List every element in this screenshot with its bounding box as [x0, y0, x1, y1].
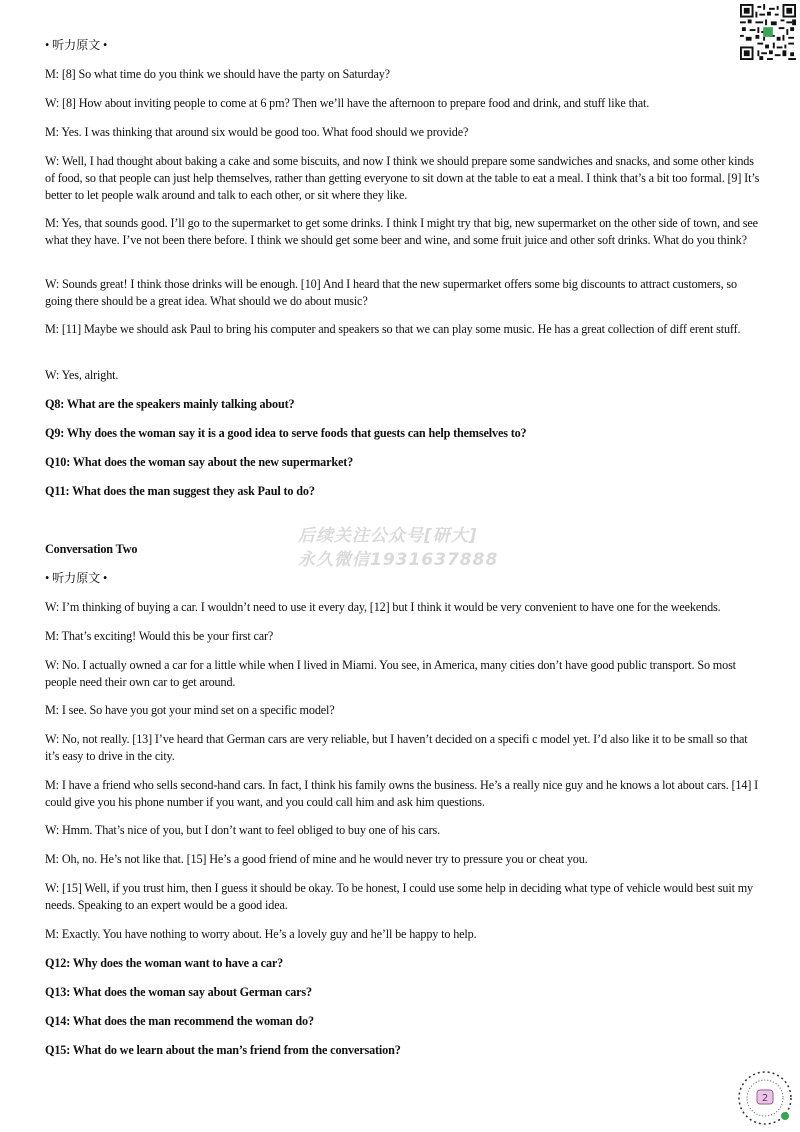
- dialogue-line: W: Hmm. That’s nice of you, but I don’t want to feel obliged to buy one of his cars.: [45, 823, 441, 837]
- watermark: [298, 524, 508, 572]
- question: Q12: Why does the woman want to have a car?: [45, 956, 284, 970]
- dialogue-line: M: [11] Maybe we should ask Paul to bring his computer and speakers so that we can play some music. He has a great collection of diff erent stuff.: [45, 322, 741, 336]
- question: Q15: What do we learn about the man’s friend from the conversation?: [45, 1043, 401, 1057]
- question: Q11: What does the man suggest they ask Paul to do?: [45, 484, 315, 498]
- page-badge-icon: [735, 1068, 795, 1128]
- dialogue-line: M: Exactly. You have nothing to worry about. He’s a lovely guy and he’ll be happy to help.: [45, 927, 477, 941]
- transcript-header: • 听力原文 •: [45, 38, 108, 52]
- section-title: Conversation Two: [45, 542, 138, 556]
- question: Q9: Why does the woman say it is a good idea to serve foods that guests can help themselves to?: [45, 426, 527, 440]
- watermark-line: 后续关注公众号[研大]: [298, 526, 478, 546]
- dialogue-line: M: That’s exciting! Would this be your first car?: [45, 629, 274, 643]
- dialogue-line: W: [8] How about inviting people to come at 6 pm? Then we’ll have the afternoon to prepare food and drink, and stuff like that.: [45, 96, 650, 110]
- dialogue-line: M: Oh, no. He’s not like that. [15] He’s a good friend of mine and he would never try to pressure you or cheat you.: [45, 852, 588, 866]
- question: Q8: What are the speakers mainly talking about?: [45, 397, 295, 411]
- dialogue-line: M: Yes. I was thinking that around six would be good too. What food should we provide?: [45, 125, 469, 139]
- dialogue-line: W: No, not really. [13] I’ve heard that German cars are very reliable, but I haven’t decided on a specifi c model yet. I’d also like it to be small so that it’s easy to drive in the city.: [45, 732, 748, 763]
- page-number: 2: [761, 1093, 769, 1104]
- dialogue-line: W: Yes, alright.: [45, 368, 119, 382]
- dialogue-line: W: No. I actually owned a car for a little while when I lived in Miami. You see, in America, many cities don’t have good public transport. So most people need their own car to get around.: [45, 658, 736, 689]
- watermark-line: 永久微信1931637888: [298, 550, 499, 570]
- question: Q14: What does the man recommend the woman do?: [45, 1014, 314, 1028]
- question: Q13: What does the woman say about German cars?: [45, 985, 312, 999]
- dialogue-line: M: [8] So what time do you think we should have the party on Saturday?: [45, 67, 390, 81]
- transcript-header: • 听力原文 •: [45, 571, 108, 585]
- dialogue-line: W: [15] Well, if you trust him, then I guess it should be okay. To be honest, I could use some help in deciding what type of vehicle would best suit my needs. Speaking to an expert would be a good idea.: [45, 881, 753, 912]
- dialogue-line: W: I’m thinking of buying a car. I wouldn’t need to use it every day, [12] but I think it would be very convenient to have one for the weekends.: [45, 600, 721, 614]
- dialogue-line: M: I have a friend who sells second-hand cars. In fact, I think his family owns the business. He’s a really nice guy and he knows a lot about cars. [14] I could give you his phone number if you want, and you could call him and ask him questions.: [45, 778, 759, 809]
- dialogue-line: M: Yes, that sounds good. I’ll go to the supermarket to get some drinks. I think I might try that big, new supermarket on the other side of town, and see what they have. I’ve not been there before. I think we should get some beer and wine, and some fruit juice and other soft drinks. What do you think?: [45, 216, 758, 247]
- question: Q10: What does the woman say about the new supermarket?: [45, 455, 354, 469]
- dialogue-line: M: I see. So have you got your mind set on a specific model?: [45, 703, 335, 717]
- dialogue-line: W: Well, I had thought about baking a cake and some biscuits, and now I think we should prepare some sandwiches and snacks, and some other kinds of food, so that people can just help themselves, rather than getting everyone to sit down at the table to eat a meal. I think that’s a bit too formal. [9] It’s better to let people walk around and talk to each other, or sit where they like.: [45, 154, 760, 202]
- dialogue-line: W: Sounds great! I think those drinks will be enough. [10] And I heard that the new supermarket offers some big discounts to attract customers, so going there should be a great idea. What should we do about music?: [45, 277, 737, 308]
